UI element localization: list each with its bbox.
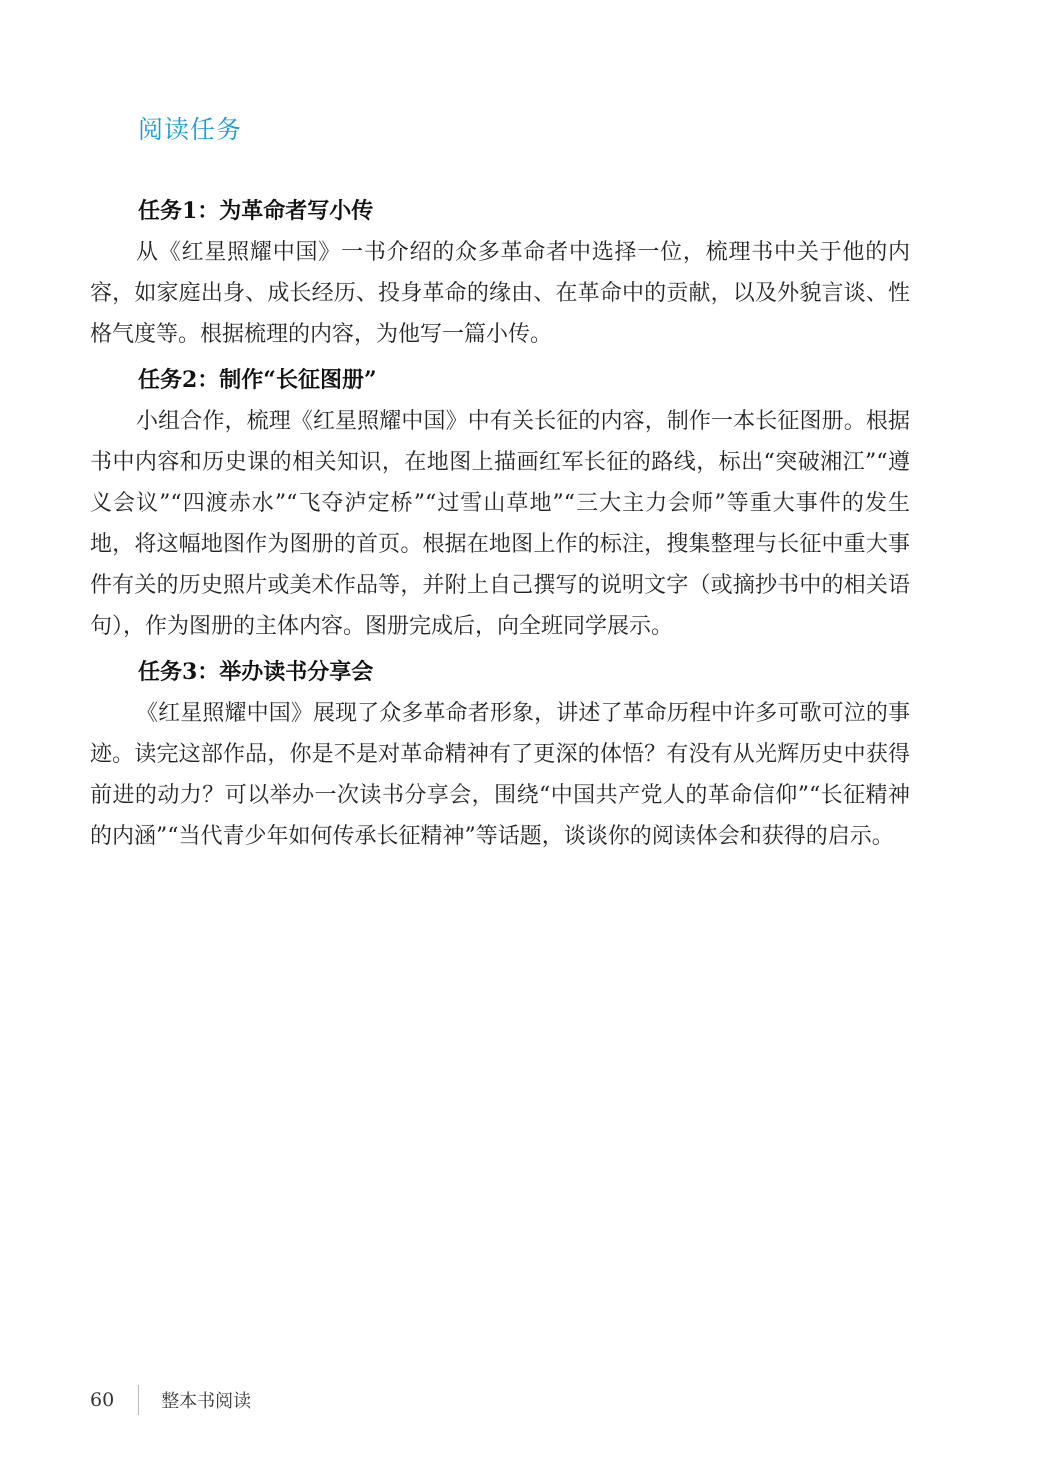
section-heading: 阅读任务 [138, 115, 243, 144]
task-1-title: 任务1：为革命者写小传 [138, 198, 374, 224]
task-2 [90, 359, 910, 647]
task-3 [90, 651, 910, 857]
page-footer [90, 1383, 251, 1417]
footer-section-label: 整本书阅读 [161, 1391, 252, 1412]
task-1-body: 从《红星照耀中国》一书介绍的众多革命者中选择一位，梳理书中关于他的内容，如家庭出身、成长经历、投身革命的缘由、在革命中的贡献，以及外貌言谈、性格气度等。根据梳理的内容，为他写一篇小传。 [90, 240, 910, 347]
footer-divider [138, 1385, 139, 1415]
task-3-title: 任务3：举办读书分享会 [138, 659, 374, 685]
tasks-content [90, 190, 910, 857]
task-2-body: 小组合作，梳理《红星照耀中国》中有关长征的内容，制作一本长征图册。根据书中内容和历史课的相关知识，在地图上描画红军长征的路线，标出“突破湘江”“遵义会议”“四渡赤水”“飞夺泸定桥”“过雪山草地”“三大主力会师”等重大事件的发生地，将这幅地图作为图册的首页。根据在地图上作的标注，搜集整理与长征中重大事件有关的历史照片或美术作品等，并附上自己撰写的说明文字（或摘抄书中的相关语句），作为图册的主体内容。图册完成后，向全班同学展示。 [90, 409, 910, 639]
task-1 [90, 190, 910, 355]
task-2-title: 任务2：制作“长征图册” [138, 367, 377, 393]
task-3-body: 《红星照耀中国》展现了众多革命者形象，讲述了革命历程中许多可歌可泣的事迹。读完这部作品，你是不是对革命精神有了更深的体悟？有没有从光辉历史中获得前进的动力？可以举办一次读书分享会，围绕“中国共产党人的革命信仰”“长征精神的内涵”“当代青少年如何传承长征精神”等话题，谈谈你的阅读体会和获得的启示。 [90, 701, 910, 849]
page-number: 60 [90, 1389, 115, 1411]
